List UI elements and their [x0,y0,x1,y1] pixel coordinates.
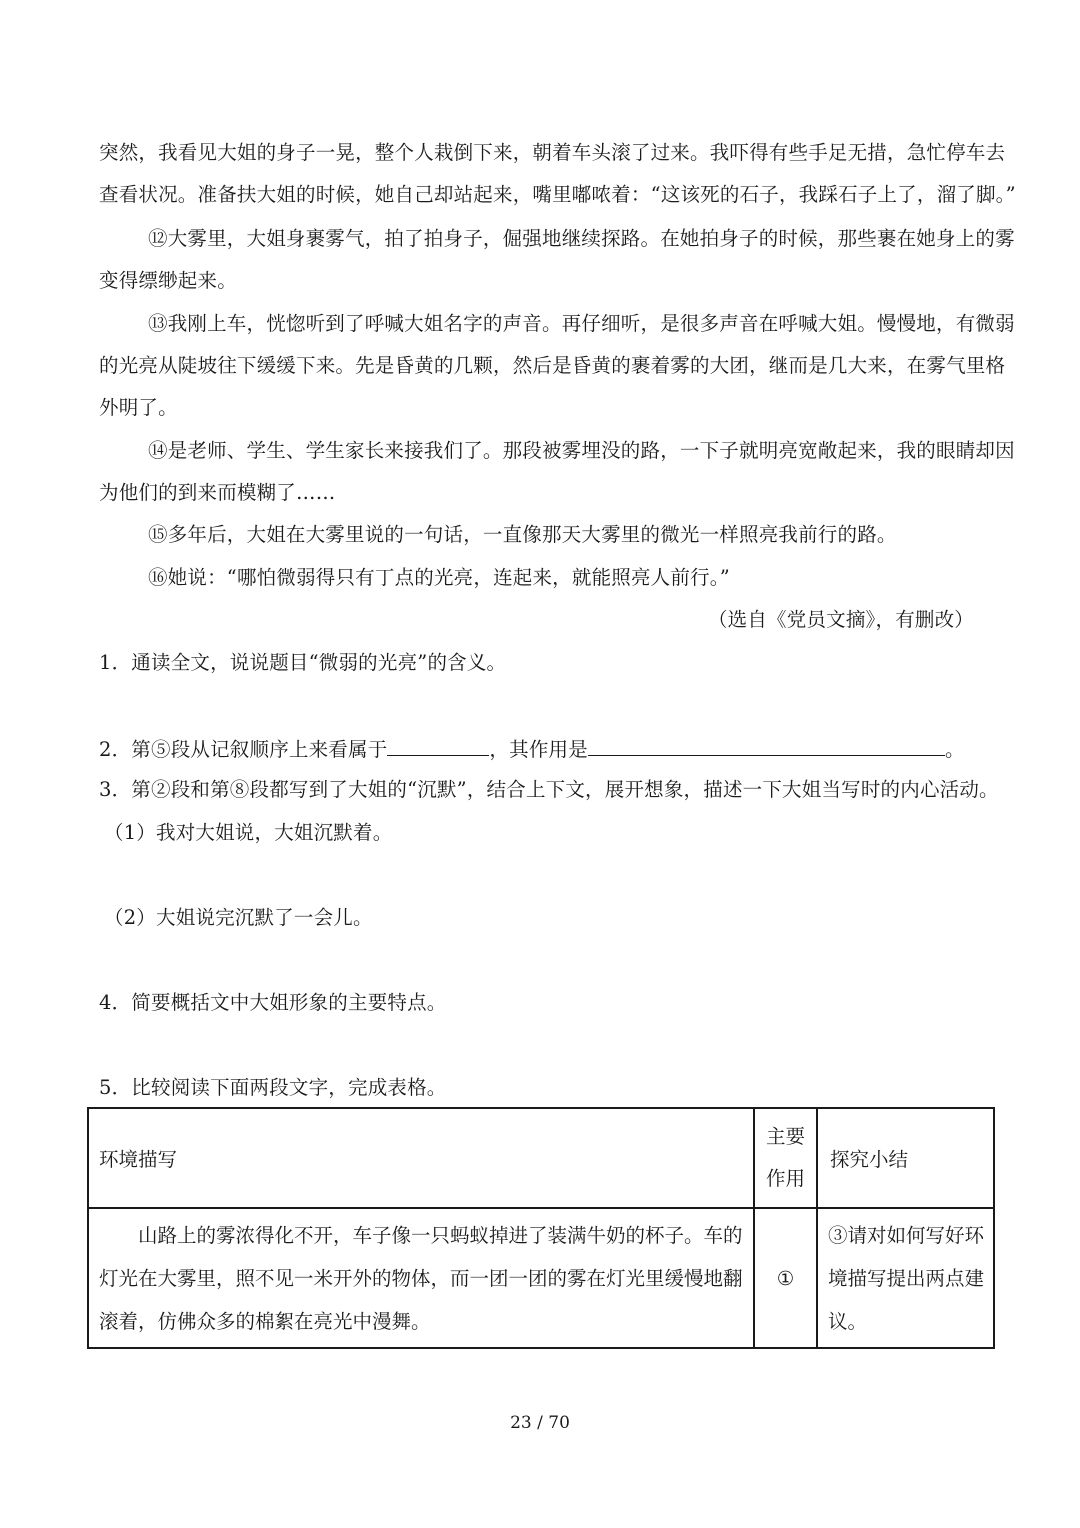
table-row [88,1208,994,1348]
question-3-sub2: （2）大姐说完沉默了一会儿。 [104,906,373,929]
environment-description-cell: 山路上的雾浓得化不开，车子像一只蚂蚁掉进了装满牛奶的杯子。车的灯光在大雾里，照不见一米开外的物体，而一团一团的雾在灯光里缓慢地翻滚着，仿佛众多的棉絮在亮光中漫舞。 [88,1208,754,1348]
passage-p13-line2: 的光亮从陡坡往下缓缓下来。先是昏黄的几颗，然后是昏黄的裹着雾的大团，继而是几大来，在雾气里格 [99,354,1006,377]
answer-blank-order[interactable] [387,735,489,756]
comparison-table [87,1107,995,1349]
main-role-answer-cell[interactable]: ① [754,1208,817,1348]
header-main-role [754,1108,817,1208]
question-5: 5．比较阅读下面两段文字，完成表格。 [99,1076,447,1099]
question-3-sub1: （1）我对大姐说，大姐沉默着。 [104,821,393,844]
passage-p12-line2: 变得缥缈起来。 [99,269,237,292]
passage-p12-line1: ⑫大雾里，大姐身裹雾气，拍了拍身子，倔强地继续探路。在她拍身子的时候，那些裹在她身上的雾 [148,227,1015,250]
header-main-role-line1: 主要 [765,1125,805,1148]
passage-source: （选自《党员文摘》，有删改） [707,608,974,631]
passage-p13-line3: 外明了。 [99,396,178,419]
summary-answer-cell[interactable]: ③请对如何写好环境描写提出两点建议。 [817,1208,994,1348]
passage-p15: ⑮多年后，大姐在大雾里说的一句话，一直像那天大雾里的微光一样照亮我前行的路。 [148,523,897,546]
header-summary: 探究小结 [817,1108,994,1208]
passage-p14-line1: ⑭是老师、学生、学生家长来接我们了。那段被雾埋没的路，一下子就明亮宽敞起来，我的眼睛却因 [148,439,1015,462]
header-environment: 环境描写 [88,1108,754,1208]
question-3: 3．第②段和第⑧段都写到了大姐的“沉默”，结合上下文，展开想象，描述一下大姐当写时的内心活动。 [99,778,999,801]
answer-blank-function[interactable] [588,735,945,756]
table-header-row [88,1108,994,1208]
question-1: 1．通读全文，说说题目“微弱的光亮”的含义。 [99,651,507,674]
question-2-text-c: 。 [944,738,965,761]
question-2-text-a: 2．第⑤段从记叙顺序上来看属于 [99,738,388,761]
question-4: 4．简要概括文中大姐形象的主要特点。 [99,991,447,1014]
question-2 [99,735,989,763]
passage-p13-line1: ⑬我刚上车，恍惚听到了呼喊大姐名字的声音。再仔细听，是很多声音在呼喊大姐。慢慢地，有微弱 [148,312,1015,335]
page-number: 23 / 70 [510,1413,570,1433]
passage-p14-line2: 为他们的到来而模糊了…… [99,481,336,504]
question-2-text-b: ，其作用是 [489,738,588,761]
passage-p11-line1: 突然，我看见大姐的身子一晃，整个人栽倒下来，朝着车头滚了过来。我吓得有些手足无措，急忙停车去 [99,141,1006,164]
passage-p11-line2: 查看状况。准备扶大姐的时候，她自己却站起来，嘴里嘟哝着：“这该死的石子，我踩石子上了，溜了脚。” [99,183,1016,206]
passage-p16: ⑯她说：“哪怕微弱得只有丁点的光亮，连起来，就能照亮人前行。” [148,566,730,589]
header-main-role-line2: 作用 [765,1167,805,1190]
